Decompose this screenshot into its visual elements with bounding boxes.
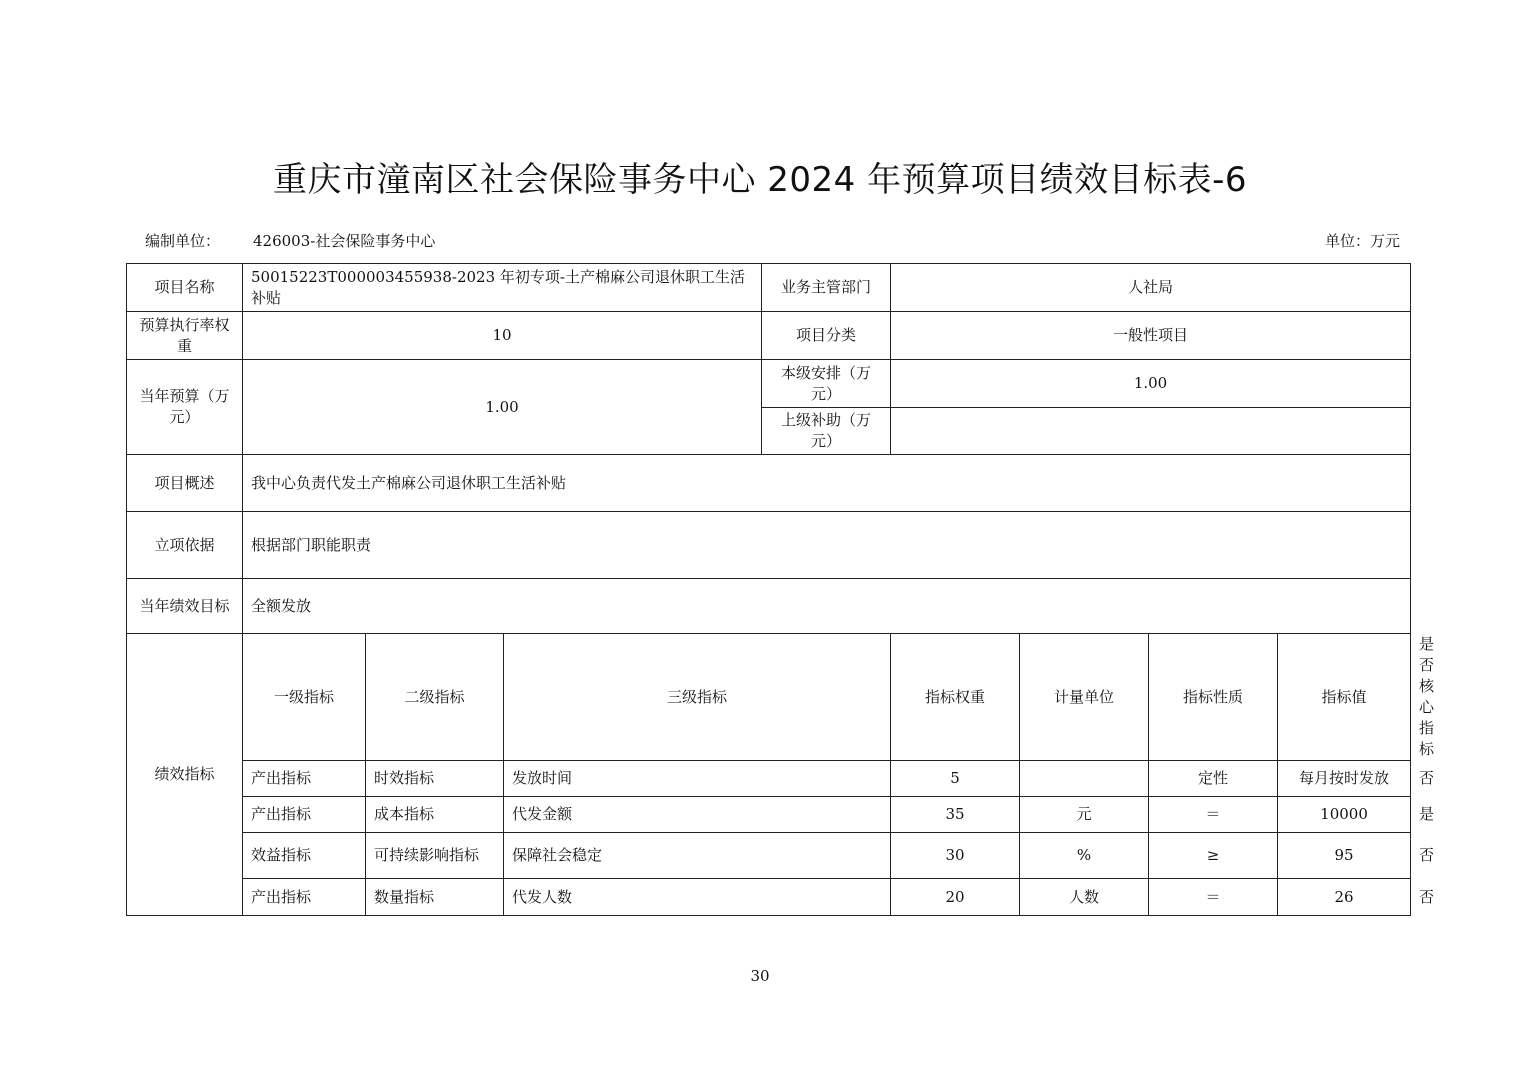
cell-value: 26 <box>1278 879 1411 916</box>
cell-level3: 发放时间 <box>504 761 891 797</box>
goal-label: 当年绩效目标 <box>127 579 243 634</box>
overview-value: 我中心负责代发土产棉麻公司退休职工生活补贴 <box>243 455 1411 512</box>
weight-value: 10 <box>243 312 762 360</box>
cell-level3: 保障社会稳定 <box>504 833 891 879</box>
cell-level1: 效益指标 <box>243 833 366 879</box>
basis-value: 根据部门职能职责 <box>243 512 1411 579</box>
cell-level1: 产出指标 <box>243 761 366 797</box>
budget-value: 1.00 <box>243 360 762 455</box>
header-level3: 三级指标 <box>504 634 891 761</box>
cell-level2: 成本指标 <box>366 797 504 833</box>
cell-unit: 人数 <box>1020 879 1149 916</box>
header-level1: 一级指标 <box>243 634 366 761</box>
cell-level2: 时效指标 <box>366 761 504 797</box>
indicator-row: 效益指标 可持续影响指标 保障社会稳定 30 % ≥ 95 否 <box>127 833 1411 879</box>
table-row <box>127 360 1411 408</box>
project-name-label: 项目名称 <box>127 264 243 312</box>
cell-nature: 定性 <box>1149 761 1278 797</box>
page-title: 重庆市潼南区社会保险事务中心 2024 年预算项目绩效目标表-6 <box>272 160 1248 200</box>
cell-level2: 可持续影响指标 <box>366 833 504 879</box>
dept-value: 人社局 <box>891 264 1411 312</box>
overview-label: 项目概述 <box>127 455 243 512</box>
cell-weight: 35 <box>891 797 1020 833</box>
weight-label: 预算执行率权重 <box>127 312 243 360</box>
table-row <box>127 512 1411 579</box>
cell-level1: 产出指标 <box>243 797 366 833</box>
cell-value: 10000 <box>1278 797 1411 833</box>
project-name-value: 50015223T000003455938-2023 年初专项-土产棉麻公司退休职工生活补贴 <box>243 264 762 312</box>
table-row <box>127 579 1411 634</box>
cell-unit: 元 <box>1020 797 1149 833</box>
cell-unit <box>1020 761 1149 797</box>
cell-level3: 代发金额 <box>504 797 891 833</box>
indicator-header-row: 绩效指标 一级指标 二级指标 三级指标 指标权重 计量单位 指标性质 指标值 是否核心指标 <box>127 634 1411 761</box>
indicators-section-label: 绩效指标 <box>127 634 243 916</box>
dept-label: 业务主管部门 <box>762 264 891 312</box>
goal-value: 全额发放 <box>243 579 1411 634</box>
cell-weight: 20 <box>891 879 1020 916</box>
header-level2: 二级指标 <box>366 634 504 761</box>
cell-unit: % <box>1020 833 1149 879</box>
local-label: 本级安排（万元） <box>762 360 891 408</box>
header-unit: 计量单位 <box>1020 634 1149 761</box>
cell-level2: 数量指标 <box>366 879 504 916</box>
category-value: 一般性项目 <box>891 312 1411 360</box>
indicator-row: 产出指标 成本指标 代发金额 35 元 ＝ 10000 是 <box>127 797 1411 833</box>
category-label: 项目分类 <box>762 312 891 360</box>
cell-nature: ＝ <box>1149 879 1278 916</box>
unit-label: 编制单位： <box>145 232 221 250</box>
header-value: 指标值 <box>1278 634 1411 761</box>
upper-label: 上级补助（万元） <box>762 408 891 455</box>
performance-target-table <box>126 263 1435 916</box>
basis-label: 立项依据 <box>127 512 243 579</box>
currency-unit: 单位：万元 <box>1324 232 1400 250</box>
table-row <box>127 312 1411 360</box>
cell-level1: 产出指标 <box>243 879 366 916</box>
cell-level3: 代发人数 <box>504 879 891 916</box>
cell-value: 95 <box>1278 833 1411 879</box>
header-weight: 指标权重 <box>891 634 1020 761</box>
budget-label: 当年预算（万元） <box>127 360 243 455</box>
cell-weight: 30 <box>891 833 1020 879</box>
table-row <box>127 264 1411 312</box>
cell-value: 每月按时发放 <box>1278 761 1411 797</box>
local-value: 1.00 <box>891 360 1411 408</box>
upper-value <box>891 408 1411 455</box>
header-nature: 指标性质 <box>1149 634 1278 761</box>
indicator-row: 产出指标 数量指标 代发人数 20 人数 ＝ 26 否 <box>127 879 1411 916</box>
cell-nature: ≥ <box>1149 833 1278 879</box>
cell-weight: 5 <box>891 761 1020 797</box>
table-row <box>127 455 1411 512</box>
cell-nature: ＝ <box>1149 797 1278 833</box>
indicator-row: 产出指标 时效指标 发放时间 5 定性 每月按时发放 否 <box>127 761 1411 797</box>
unit-value: 426003-社会保险事务中心 <box>253 232 436 250</box>
page-number: 30 <box>750 967 770 985</box>
